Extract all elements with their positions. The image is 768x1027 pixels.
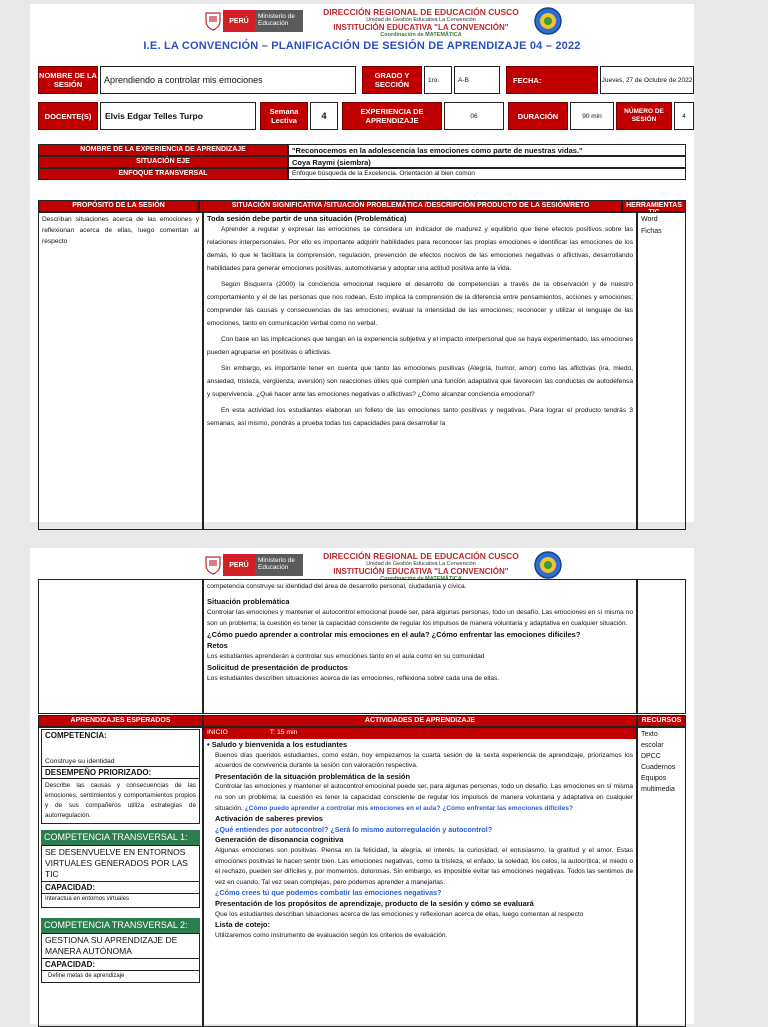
nombre-sesion-value: Aprendiendo a controlar mis emociones (100, 66, 356, 94)
lista-text: Utilizaremos como instrumento de evaluación según los criterios de evaluación. (215, 931, 448, 939)
dre-line-3: INSTITUCIÓN EDUCATIVA "LA CONVENCIÓN" (333, 567, 509, 576)
situacion-body (207, 223, 633, 430)
peru-ministry-logo (203, 10, 303, 32)
ministry-label: Ministerio de Educación (255, 10, 303, 32)
competencia-transversal-2-value: GESTIONA SU APRENDIZAJE DE MANERA AUTÓNOMA (41, 933, 200, 959)
school-emblem-icon (533, 550, 563, 580)
saludo-title: • Saludo y bienvenida a los estudiantes (207, 740, 348, 749)
fecha-value: Jueves, 27 de Octubre de 2022 (600, 66, 694, 94)
docente-label: DOCENTE(S) (38, 102, 98, 130)
spacer (41, 908, 200, 918)
experiencia-nombre-value: "Reconocemos en la adolescencia las emociones como parte de nuestras vidas." (288, 144, 686, 156)
main-table-body (38, 212, 686, 530)
presentacion-question: ¿Cómo puedo aprender a controlar mis emociones en el aula? ¿Cómo enfrentar las emociones difíciles? (244, 804, 574, 812)
page-2 (30, 548, 694, 1024)
duracion-value: 90 min (570, 102, 614, 130)
disonancia-question: ¿Cómo crees tú que podemos combatir las emociones negativas? (215, 888, 442, 898)
main-table-header (38, 200, 686, 216)
problematica-text: Controlar las emociones y mantener el autocontrol emocional puede ser, para algunas personas, todo un desafío. Las emociones en sí misma no son un problema; la cuestión es tener la capacidad consciente de regular los impulsos de manera voluntaria y adaptativa en cualquier situación. (207, 609, 633, 627)
peru-label: PERÚ (223, 554, 255, 576)
document-header (30, 4, 694, 42)
activacion-question: ¿Qué entiendes por autocontrol? ¿Será lo mismo autorregulación y autocontrol? (215, 824, 493, 834)
propositos-title: Presentación de los propósitos de aprendizaje, producto de la sesión y cómo se evaluará (215, 898, 534, 908)
inicio-time: T: 15 min (269, 729, 298, 736)
competencia-value: Construye su identidad (45, 758, 115, 765)
presentacion-body: Controlar las emociones y mantener el autocontrol emocional puede ser, para algunas personas, todo un desafío. Las emociones en sí misma no son un problema; la cuestión es tener la capacidad consciente de regular los impulsos de manera voluntaria y adaptativa en cualquier situación. (215, 783, 633, 812)
continuation-table (38, 579, 686, 714)
activities-header (38, 715, 686, 727)
actividades-header: ACTIVIDADES DE APRENDIZAJE (203, 715, 637, 727)
recursos-header: RECURSOS (637, 715, 686, 727)
activacion-title: Activación de saberes previos (215, 814, 323, 824)
proposito-text: Describan situaciones acerca de las emociones y reflexionan acerca de ellas, luego comentan al respecto (38, 212, 203, 530)
saludo-text: Buenos días queridos estudiantes, como están, hoy empezamos la cuarta sesión de la sexta experiencia de aprendizaje, priorizamos los acuerdos de convivencia durante la sesión con valoración respectiva. (215, 751, 633, 770)
desempeno-value: Describe las causas y consecuencias de las emociones, sentimientos y comportamientos propios y de sus compañeros utiliza estrategias de autorregulación. (41, 779, 200, 824)
fecha-label: FECHA: (506, 66, 598, 94)
dre-line-1: DIRECCIÓN REGIONAL DE EDUCACIÓN CUSCO (323, 551, 519, 561)
competencia-transversal-1-value: SE DESENVUELVE EN ENTORNOS VIRTUALES GENERADOS POR LAS TIC (41, 845, 200, 882)
herramienta-item: Word (641, 216, 658, 223)
numero-sesion-label: NÚMERO DE SESIÓN (616, 102, 672, 130)
presentacion-text (207, 782, 633, 814)
continuation-left-cell (38, 579, 203, 714)
competencia-label: COMPETENCIA: (45, 731, 107, 740)
page-1 (30, 4, 694, 522)
semana-value: 4 (310, 102, 338, 130)
disonancia-title: Generación de disonancia cognitiva (215, 835, 344, 845)
inicio-bar (204, 728, 636, 739)
presentacion-title: Presentación de la situación problemática de la sesión (215, 771, 411, 781)
situacion-title: Toda sesión debe partir de una situación (Problemática) (207, 214, 407, 223)
nombre-sesion-label: NOMBRE DE LA SESIÓN (38, 66, 98, 94)
capacidad-2-value: Define metas de aprendizaje (41, 971, 200, 983)
peru-shield-icon (203, 554, 223, 576)
experiencia-nombre-label: NOMBRE DE LA EXPERIENCIA DE APRENDIZAJE (38, 144, 288, 156)
competencia-transversal-1-label: COMPETENCIA TRANSVERSAL 1: (41, 830, 200, 845)
inicio-label: INICIO (207, 729, 228, 736)
experiencia-value: 06 (444, 102, 504, 130)
dre-line-1: DIRECCIÓN REGIONAL DE EDUCACIÓN CUSCO (323, 7, 519, 17)
situacion-paragraph: Sin embargo, es importante tener en cuenta que tanto las emociones positivas (Alegría, humor, amor) como las aflictivas (ira, miedo, ansiedad, tristeza, vergüenza, aversión) son reacciones útiles que cumplen una función adaptativa que favorecen las conductas de autodefensa y supervivencia. ¿Qué hacer ante las emociones negativas o aflictivas? ¿Cómo alcanzar conciencia emocional? (207, 365, 633, 398)
page-title: I.E. LA CONVENCIÓN – PLANIFICACIÓN DE SESIÓN DE APRENDIZAJE 04 – 2022 (143, 40, 581, 52)
recurso-item: Equipos multimedia (641, 775, 675, 793)
dre-line-4: Coordinación de MATEMÁTICA (380, 576, 462, 582)
herramientas-header: HERRAMIENTAS TIC (622, 200, 686, 212)
proposito-header: PROPÓSITO DE LA SESIÓN (38, 200, 199, 212)
lista-title: Lista de cotejo: (215, 920, 271, 930)
dre-heading (316, 7, 526, 38)
docente-value: Elvis Edgar Telles Turpo (100, 102, 256, 130)
dre-line-2: Unidad de Gestión Educativa La Convención (366, 561, 476, 567)
continuation-right-cell (637, 579, 686, 714)
school-emblem-icon (533, 6, 563, 36)
grado-value: 1ro. (424, 66, 452, 94)
situacion-paragraph: Con base en las implicaciones que tengan en la experiencia subjetiva y el impacto interpersonal que se haya experimentado, las emociones pueden agruparse en positivas o aflictivas. (207, 336, 633, 356)
peru-label: PERÚ (223, 10, 255, 32)
grado-label: GRADO Y SECCIÓN (362, 66, 422, 94)
capacidad-2-label: CAPACIDAD: (41, 959, 200, 971)
competencia-box (41, 729, 200, 767)
capacidad-1-value: Interactua en entornos virtuales (41, 894, 200, 908)
enfoque-value: Enfoque búsqueda de la Excelencia. Orientación al bien común (288, 168, 686, 180)
situacion-header: SITUACIÓN SIGNIFICATIVA /SITUACIÓN PROBLEMÁTICA /DESCRIPCIÓN PRODUCTO DE LA SESIÓN/RETO (199, 200, 622, 212)
continuation-text: competencia construye su identidad del área de desarrollo personal, ciudadanía y cívica. (207, 583, 467, 590)
situacion-eje-label: SITUACIÓN EJE (38, 156, 288, 168)
duracion-label: DURACIÓN (508, 102, 568, 130)
peru-ministry-logo (203, 554, 303, 576)
aprendizajes-header: APRENDIZAJES ESPERADOS (38, 715, 203, 727)
enfoque-label: ENFOQUE TRANSVERSAL (38, 168, 288, 180)
retos-text: Los estudiantes aprenderán a controlar sus emociones tanto en el aula como en su comunidad (207, 653, 485, 660)
continuation-body (203, 579, 637, 714)
dre-line-4: Coordinación de MATEMÁTICA (380, 32, 462, 38)
dre-line-3: INSTITUCIÓN EDUCATIVA "LA CONVENCIÓN" (333, 23, 509, 32)
enfoque-row (38, 168, 686, 180)
competencia-transversal-2-label: COMPETENCIA TRANSVERSAL 2: (41, 918, 200, 933)
problematica-title: Situación problemática (207, 597, 290, 606)
propositos-text: Que los estudiantes describan situaciones acerca de las emociones y reflexionan acerca de ellas, luego comentan al respecto (215, 910, 584, 918)
peru-shield-icon (203, 10, 223, 32)
solicitud-text: Los estudiantes describen situaciones acerca de las emociones, reflexiona sobre cada una de ellas. (207, 675, 500, 682)
experiencia-label: EXPERIENCIA DE APRENDIZAJE (342, 102, 442, 130)
aprendizajes-cell (38, 727, 203, 1027)
herramienta-item: Fichas (641, 228, 662, 235)
herramientas-cell (637, 212, 686, 530)
document-header (30, 548, 694, 582)
situacion-eje-row (38, 156, 686, 168)
semana-label: Semana Lectiva (260, 102, 308, 130)
dre-heading (316, 551, 526, 582)
disonancia-text: Algunas emociones son positivas. Piensa en la felicidad, la alegría, el interés, la curiosidad, el entusiasmo, la gratitud y el amor. Estas emociones positivas te hacen sentir bien. Las emociones negativas, como la tristeza, el enfado, la soledad, los celos, la autocrítica, el miedo o el rechazo, pueden ser difíciles y, por momentos, dolorosas. Sin embargo, es imposible evitar las emociones negativas. Todos las sentimos de vez en cuando. Tal vez sean complejas, pero podemos aprender a manejarlas. (215, 846, 633, 886)
experiencia-nombre-row (38, 144, 686, 156)
solicitud-title: Solicitud de presentación de productos (207, 663, 348, 672)
recursos-cell (637, 727, 686, 1027)
numero-sesion-value: 4 (674, 102, 694, 130)
capacidad-1-label: CAPACIDAD: (41, 882, 200, 894)
situacion-paragraph: En esta actividad los estudiantes elaboran un folleto de las emociones tanto positivas y negativas. Para lograr el producto tendrás 3 semanas, así mismo, pondrás a prueba todas tus capacidades para desarrollar la (207, 407, 633, 427)
activities-body (38, 727, 686, 1027)
problematica-question: ¿Cómo puedo aprender a controlar mis emociones en el aula? ¿Cómo enfrentar las emociones difíciles? (207, 630, 581, 639)
retos-title: Retos (207, 641, 228, 650)
recurso-item: Texto escolar DPCC (641, 731, 664, 760)
situacion-eje-value: Coya Raymi (siembra) (288, 156, 686, 168)
situacion-paragraph: Aprender a regular y expresar las emociones se considera un indicador de madurez y equilibrio que tiene efectos positivos sobre las relaciones interpersonales. Por ello es importante adquirir habilidades para reconocer las propias emociones e identificar las emociones de los demás, lo que le facilitara la comprensión, regulación, prevención de efectos nocivos de las emociones negativas o aflictivas, desarrollando habilidades para generar emociones positivas, automotivarse y adoptar una actitud positiva ante la vida. (207, 226, 633, 272)
desempeno-label: DESEMPEÑO PRIORIZADO: (41, 767, 200, 779)
actividades-body (204, 739, 636, 942)
actividades-cell (203, 727, 637, 1027)
situacion-cell (203, 212, 637, 530)
dre-line-2: Unidad de Gestión Educativa La Convención (366, 17, 476, 23)
recurso-item: Cuadernos (641, 764, 676, 771)
seccion-value: A-B (454, 66, 500, 94)
situacion-paragraph: Según Bisquerra (2000) la conciencia emocional requiere el desarrollo de competencias a través de la observación y de nuestro comportamiento y el de las personas que nos rodean. Esto implica la comprensión de la diferencia entre pensamientos, acciones y emociones; comprender las causas y consecuencias de las emociones; evaluar la intensidad de las emociones; reconocer y utilizar el lenguaje de las emociones, tanto en comunicación verbal como no verbal. (207, 281, 633, 327)
ministry-label: Ministerio de Educación (255, 554, 303, 576)
